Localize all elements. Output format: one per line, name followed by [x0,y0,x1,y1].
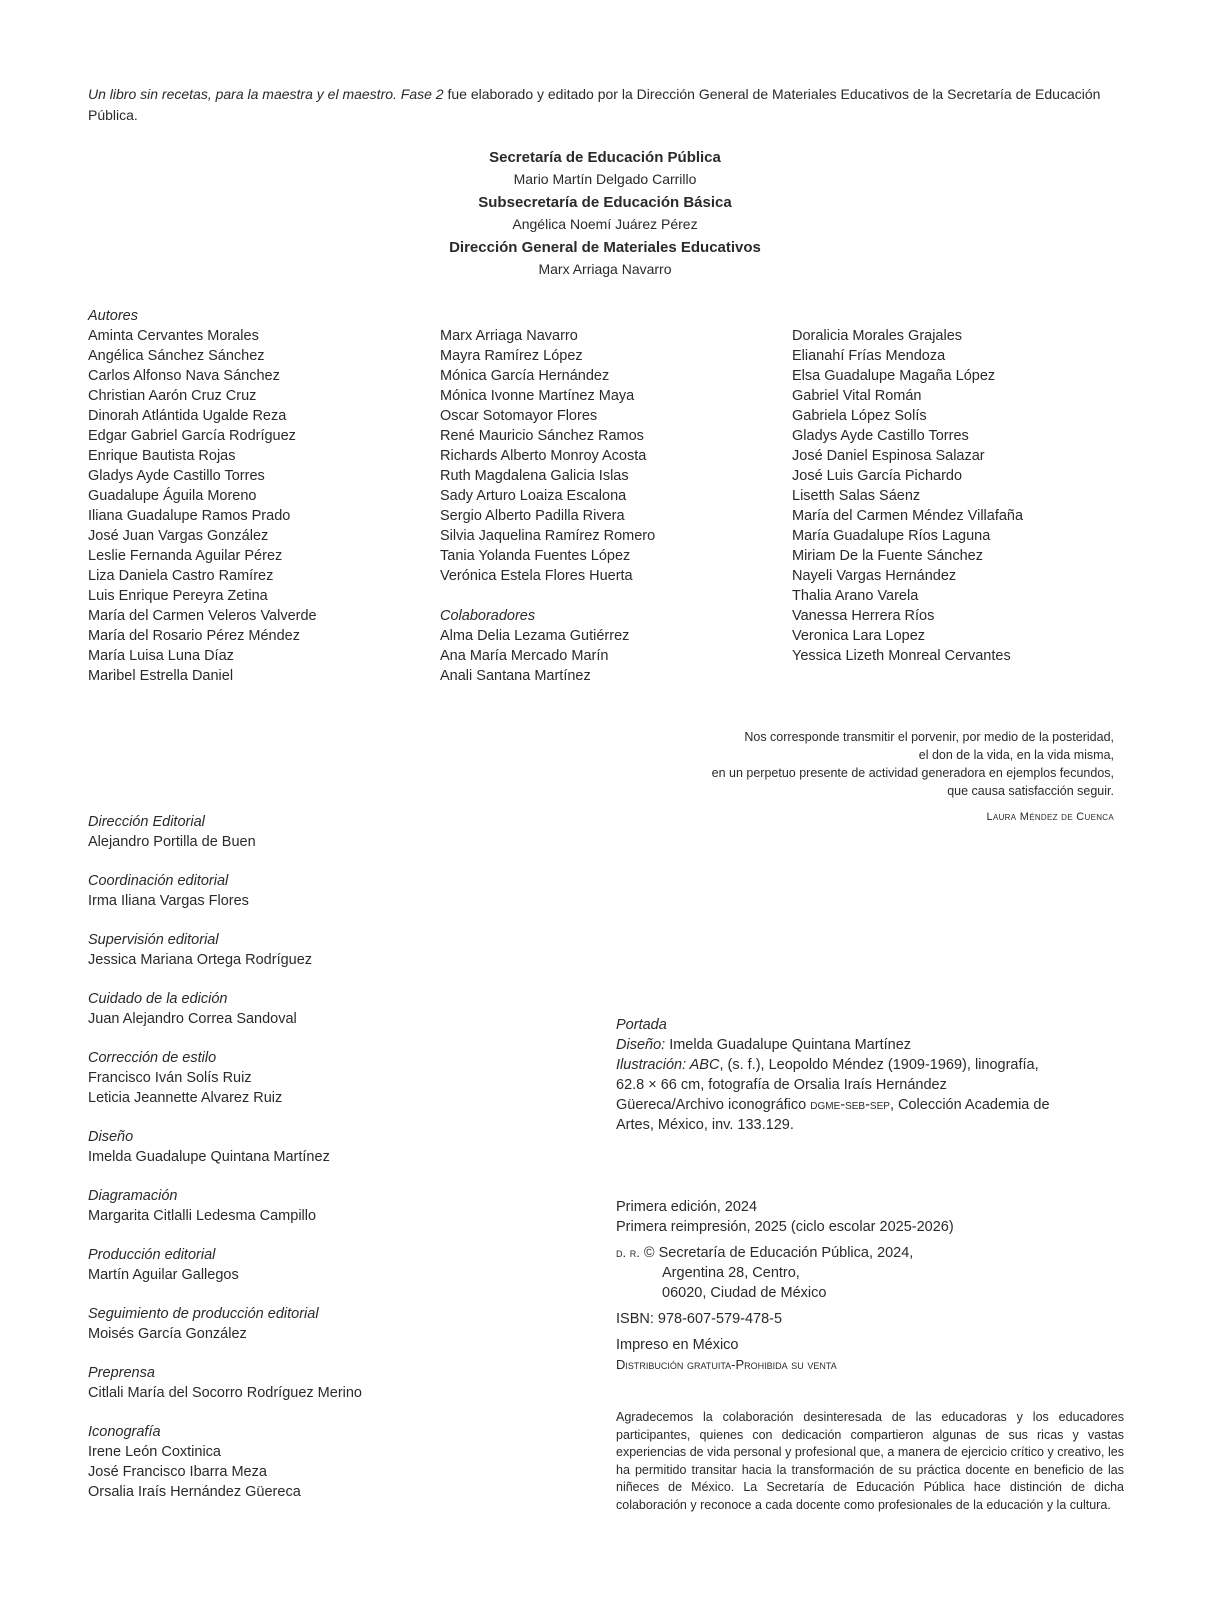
credit-name: Imelda Guadalupe Quintana Martínez [88,1149,330,1165]
cover-design-line [616,1035,1056,1055]
intro-paragraph [88,84,1118,126]
authors-list-2 [440,326,655,586]
author-name: Lisetth Salas Sáenz [792,488,921,504]
author-name: José Daniel Espinosa Salazar [792,448,985,464]
author-name: Ruth Magdalena Galicia Islas [440,468,629,484]
reprint: Primera reimpresión, 2025 (ciclo escolar 2025-2026) [616,1219,954,1235]
author-name: Leslie Fernanda Aguilar Pérez [88,548,283,564]
credit-role: Supervisión editorial [88,932,219,948]
author-name: Carlos Alfonso Nava Sánchez [88,368,280,384]
isbn: ISBN: 978-607-579-478-5 [616,1311,783,1327]
credit-name: Jessica Mariana Ortega Rodríguez [88,952,313,968]
credit-role: Dirección Editorial [88,814,205,830]
cover-illustration-text-2: , Colección Academia de Artes, México, inv. 133.129. [616,1097,1050,1133]
printed-in: Impreso en México [616,1337,739,1353]
credit-name: Orsalia Iraís Hernández Güereca [88,1484,301,1500]
credit-name: Leticia Jeannette Alvarez Ruiz [88,1090,283,1106]
credit-role: Iconografía [88,1424,161,1440]
author-name: Aminta Cervantes Morales [88,328,259,344]
credit-block [88,1422,568,1502]
official-org: Dirección General de Materiales Educativos [449,239,761,256]
collaborator-name: Anali Santana Martínez [440,668,591,684]
credit-block [88,930,568,970]
credit-role: Preprensa [88,1365,155,1381]
author-name: Sady Arturo Loaiza Escalona [440,488,627,504]
author-name: Liza Daniela Castro Ramírez [88,568,274,584]
quote-line: que causa satisfacción seguir. [947,784,1114,798]
author-name: Luis Enrique Pereyra Zetina [88,588,268,604]
author-name: Elianahí Frías Mendoza [792,348,946,364]
credit-name: Moisés García González [88,1326,247,1342]
credit-role: Producción editorial [88,1247,216,1263]
author-name: Oscar Sotomayor Flores [440,408,598,424]
author-name: Marx Arriaga Navarro [440,328,578,344]
quote-line: el don de la vida, en la vida misma, [918,748,1114,762]
author-name: María Luisa Luna Díaz [88,648,234,664]
cover-illustration-line [616,1055,1056,1135]
author-name: Angélica Sánchez Sánchez [88,348,265,364]
credit-name: Francisco Iván Solís Ruiz [88,1070,252,1086]
collaborator-name: Ana María Mercado Marín [440,648,609,664]
author-name: Gabriel Vital Román [792,388,922,404]
authors-column-1 [88,306,317,686]
author-name: Elsa Guadalupe Magaña López [792,368,996,384]
authors-list-3 [792,326,1023,666]
author-name: Thalia Arano Varela [792,588,919,604]
collaborators-label: Colaboradores [440,608,536,624]
author-name: Vanessa Herrera Ríos [792,608,935,624]
author-name: Verónica Estela Flores Huerta [440,568,633,584]
author-name: María del Carmen Méndez Villafaña [792,508,1024,524]
author-name: Maribel Estrella Daniel [88,668,234,684]
credit-name: Irma Iliana Vargas Flores [88,893,249,909]
credit-role: Seguimiento de producción editorial [88,1306,319,1322]
cover-illustration-label: Ilustración: [616,1057,687,1073]
edition: Primera edición, 2024 [616,1199,758,1215]
credit-name: Margarita Citlalli Ledesma Campillo [88,1208,317,1224]
credit-role: Diseño [88,1129,134,1145]
credit-block [88,1048,568,1108]
credit-block [88,1363,568,1403]
collaborator-name: Alma Delia Lezama Gutiérrez [440,628,630,644]
author-name: Mónica Ivonne Martínez Maya [440,388,635,404]
book-title: Un libro sin recetas, para la maestra y el maestro. Fase 2 [88,86,444,102]
author-name: Nayeli Vargas Hernández [792,568,957,584]
credit-role: Coordinación editorial [88,873,229,889]
author-name: Silvia Jaquelina Ramírez Romero [440,528,656,544]
credit-block [88,1186,568,1226]
credit-role: Corrección de estilo [88,1050,217,1066]
author-name: Guadalupe Águila Moreno [88,488,257,504]
credit-block [88,871,568,911]
authors-label: Autores [88,308,138,324]
copyright-line [616,1243,1096,1263]
official-org: Subsecretaría de Educación Básica [478,194,732,211]
author-name: Mónica García Hernández [440,368,610,384]
credit-block [88,1245,568,1285]
cover-design-name: Imelda Guadalupe Quintana Martínez [665,1037,912,1053]
cover-design-label: Diseño: [616,1037,666,1053]
address-line: Argentina 28, Centro, [662,1265,800,1281]
authors-column-2 [440,326,655,686]
quote-line: en un perpetuo presente de actividad generadora en ejemplos fecundos, [711,766,1114,780]
address-line: 06020, Ciudad de México [662,1285,827,1301]
author-name: Gladys Ayde Castillo Torres [88,468,265,484]
acknowledgement-paragraph: Agradecemos la colaboración desinteresada de las educadoras y los educadores participantes, quienes con dedicación compartieron algunas de sus ricas y vastas experiencias de vida personal y profesional que, a manera de ejercicio crítico y creativo, les ha permitido transitar hacia la transformación de su práctica docente en beneficio de las niñeces de México. La Secretaría de Educación Pública hace distinción de dicha colaboración y reconoce a cada docente como profesionales de la educación y la cultura. [616,1410,1124,1512]
credit-block [88,989,568,1029]
copyright-holder: © Secretaría de Educación Pública, 2024, [639,1245,914,1261]
author-name: Dinorah Atlántida Ugalde Reza [88,408,287,424]
publication-info [616,1197,1096,1375]
official-name: Angélica Noemí Juárez Pérez [512,216,698,232]
collaborators-list [440,626,655,686]
cover-credits [616,1015,1056,1135]
credit-name: Citlali María del Socorro Rodríguez Merino [88,1385,362,1401]
credit-name: Alejandro Portilla de Buen [88,834,256,850]
author-name: José Juan Vargas González [88,528,269,544]
credit-name: Juan Alejandro Correa Sandoval [88,1011,297,1027]
quote-author: Laura Méndez de Cuenca [986,811,1114,823]
official-name: Marx Arriaga Navarro [538,261,672,277]
author-name: Gladys Ayde Castillo Torres [792,428,969,444]
author-name: Mayra Ramírez López [440,348,583,364]
author-name: Edgar Gabriel García Rodríguez [88,428,296,444]
credit-role: Cuidado de la edición [88,991,228,1007]
cover-archive-code: dgme-seb-sep [810,1097,890,1113]
official-name: Mario Martín Delgado Carrillo [513,171,697,187]
credit-name: Irene León Coxtinica [88,1444,221,1460]
credit-name: José Francisco Ibarra Meza [88,1464,267,1480]
distribution-notice: Distribución gratuita-Prohibida su venta [616,1357,837,1372]
author-name: Veronica Lara Lopez [792,628,926,644]
author-name: Christian Aarón Cruz Cruz [88,388,257,404]
author-name: Enrique Bautista Rojas [88,448,236,464]
author-name: María del Rosario Pérez Méndez [88,628,300,644]
credit-block [88,1127,568,1167]
author-name: Gabriela López Solís [792,408,927,424]
credit-block [88,812,568,852]
dr-prefix: d. r. [616,1245,640,1260]
intro-text: fue elaborado y editado por la Dirección General de Materiales Educativos de la Secretaría de Educación Pública. [88,86,1101,123]
author-name: Richards Alberto Monroy Acosta [440,448,647,464]
credit-role: Diagramación [88,1188,178,1204]
credit-block [88,1304,568,1344]
official-org: Secretaría de Educación Pública [489,149,721,166]
officials-block [300,144,910,279]
cover-illustration-title: ABC [686,1057,720,1073]
author-name: Iliana Guadalupe Ramos Prado [88,508,291,524]
editorial-credits [88,812,568,1521]
author-name: María del Carmen Veleros Valverde [88,608,317,624]
authors-list-1 [88,326,317,686]
author-name: Sergio Alberto Padilla Rivera [440,508,625,524]
cover-label: Portada [616,1017,667,1033]
author-name: José Luis García Pichardo [792,468,963,484]
author-name: Doralicia Morales Grajales [792,328,963,344]
cover-illustration-text: , (s. f.), Leopoldo Méndez (1909-1969), linografía, 62.8 × 66 cm, fotografía de Orsalia Iraís Hernández Güereca/Archivo iconográfico [616,1057,1039,1113]
author-name: Miriam De la Fuente Sánchez [792,548,983,564]
author-name: René Mauricio Sánchez Ramos [440,428,644,444]
author-name: Yessica Lizeth Monreal Cervantes [792,648,1011,664]
author-name: Tania Yolanda Fuentes López [440,548,631,564]
quote-line: Nos corresponde transmitir el porvenir, por medio de la posteridad, [744,730,1114,744]
author-name: María Guadalupe Ríos Laguna [792,528,991,544]
epigraph-quote [712,728,1114,800]
credit-name: Martín Aguilar Gallegos [88,1267,239,1283]
authors-column-3 [792,326,1023,666]
